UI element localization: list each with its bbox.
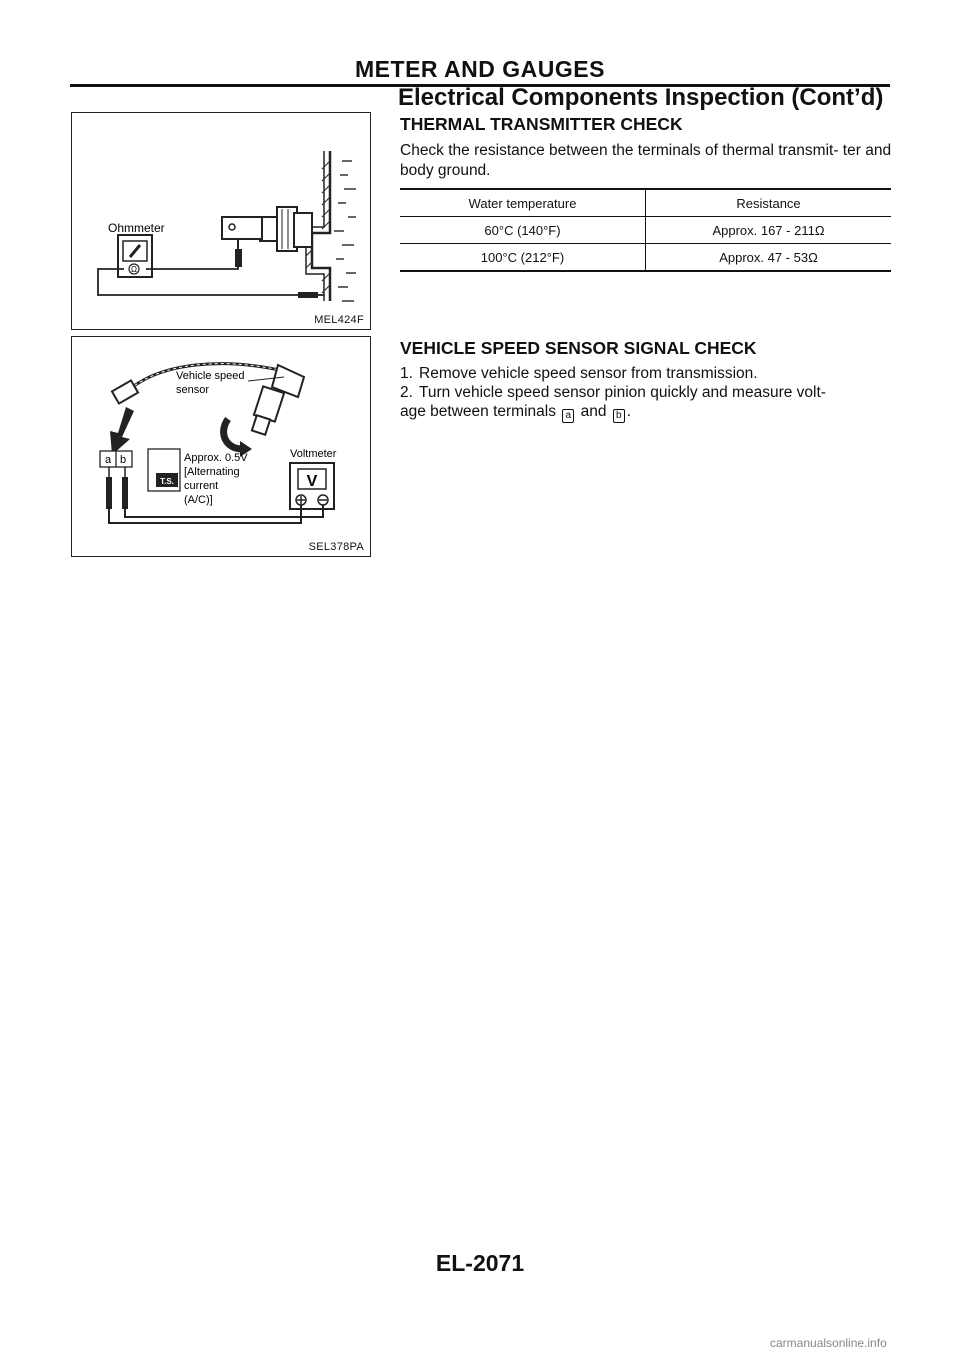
thermal-check-heading: THERMAL TRANSMITTER CHECK [400,114,683,134]
ohmmeter-label: Ohmmeter [108,221,165,235]
terminal-a-label: a [105,454,112,466]
figure-id: MEL424F [314,314,364,326]
watermark: carmanualsonline.info [770,1336,887,1350]
ts-label: T.S. [160,477,174,486]
vss-steps [400,364,892,423]
step-text: age between terminals [400,403,556,420]
step-1 [400,364,892,383]
vss-check-heading: VEHICLE SPEED SENSOR SIGNAL CHECK [400,338,757,358]
page-number: EL-2071 [435,1250,525,1276]
and-text: and [580,403,607,420]
table-row [400,244,891,272]
step-text: Remove vehicle speed sensor from transmission. [419,365,758,382]
table-cell: 100°C (212°F) [400,244,646,272]
table-cell: Approx. 47 - 53Ω [646,244,892,272]
table-cell: Approx. 167 - 211Ω [646,217,892,244]
note-line-2: [Alternating [184,466,240,478]
figure-thermal-transmitter [71,112,371,330]
step-text: Turn vehicle speed sensor pinion quickly and measure volt- [419,384,826,401]
voltmeter-label: Voltmeter [290,448,337,460]
sensor-label-2: sensor [176,384,210,396]
terminal-b-badge: b [613,409,625,423]
table-row [400,217,891,244]
note-line-1: Approx. 0.5V [184,452,248,464]
figure-vehicle-speed-sensor [71,336,371,557]
sensor-label-1: Vehicle speed [176,370,245,382]
table-header: Resistance [646,189,892,217]
voltmeter-symbol: V [306,473,318,490]
table-header-row [400,189,891,217]
ohm-symbol: Ω [131,265,137,274]
thermal-check-text: Check the resistance between the terminals of thermal transmit- ter and body ground. [400,142,892,179]
terminal-a-badge: a [562,409,574,423]
section-title: METER AND GAUGES [355,56,605,82]
step-number: 1. [400,365,413,382]
thermal-transmitter-diagram [72,113,369,328]
table-cell: 60°C (140°F) [400,217,646,244]
resistance-table [400,188,891,272]
vehicle-speed-sensor-diagram [72,337,369,555]
step-2-continuation: age between terminals a and b . [400,403,632,421]
step-2 [400,383,892,402]
figure-id: SEL378PA [308,541,364,553]
step-number: 2. [400,384,413,401]
table-header: Water temperature [400,189,646,217]
page-subtitle: Electrical Components Inspection (Cont’d) [398,84,884,111]
note-line-3: current [184,480,219,492]
terminal-b-label: b [120,454,127,466]
note-line-4: (A/C)] [184,494,213,506]
